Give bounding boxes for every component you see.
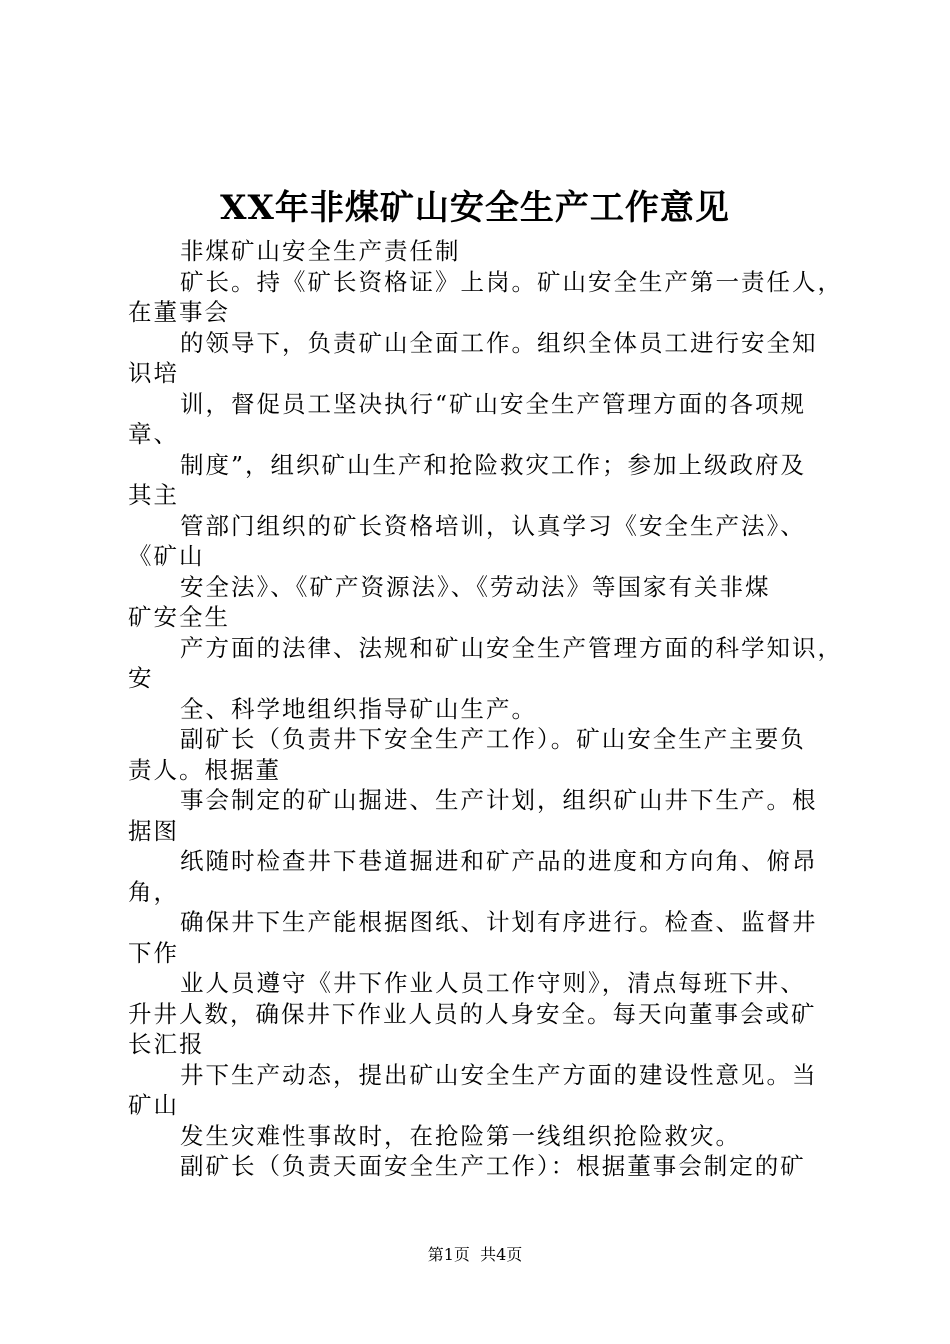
text-line: 其主 (128, 481, 179, 509)
text-line: 制度”，组织矿山生产和抢险救灾工作；参加上级政府及 (180, 450, 807, 479)
document-title: XX年非煤矿山安全生产工作意见 (220, 188, 730, 228)
page-number-label: 第1页 共4页 (427, 1245, 523, 1264)
text-line: 角， (128, 877, 179, 906)
text-line: 产方面的法律、法规和矿山安全生产管理方面的科学知识， (180, 633, 843, 662)
text-line: 在董事会 (128, 298, 230, 326)
text-line: 副矿长（负责井下安全生产工作）。矿山安全生产主要负 (180, 725, 806, 753)
text-line: 下作 (128, 938, 179, 967)
text-line: 矿山 (128, 1091, 179, 1119)
text-line: 非煤矿山安全生产责任制 (180, 237, 461, 265)
text-line: 矿长。持《矿长资格证》上岗。矿山安全生产第一责任人， (180, 267, 843, 296)
text-line: 章、 (128, 420, 179, 448)
text-line: 业人员遵守《井下作业人员工作守则》，清点每班下井、 (180, 969, 806, 997)
text-line: 训，督促员工坚决执行“矿山安全生产管理方面的各项规 (180, 389, 807, 418)
text-line: 副矿长（负责天面安全生产工作）：根据董事会制定的矿 (180, 1152, 806, 1180)
text-line: 安 (128, 664, 154, 692)
text-line: 责人。根据董 (128, 755, 281, 784)
text-line: 《矿山 (128, 542, 205, 570)
text-line: 纸随时检查井下巷道掘进和矿产品的进度和方向角、俯昂 (180, 847, 818, 875)
text-line: 全、科学地组织指导矿山生产。 (180, 694, 537, 723)
text-line: 识培 (128, 359, 179, 387)
text-line: 安全法》、《矿产资源法》、《劳动法》等国家有关非煤 (180, 572, 771, 601)
text-line: 事会制定的矿山掘进、生产计划，组织矿山井下生产。根 (180, 786, 818, 814)
page-footer (0, 1243, 950, 1267)
text-line: 升井人数，确保井下作业人员的人身安全。每天向董事会或矿 (128, 999, 817, 1028)
text-line: 确保井下生产能根据图纸、计划有序进行。检查、监督井 (180, 908, 818, 936)
text-line: 井下生产动态，提出矿山安全生产方面的建设性意见。当 (180, 1060, 818, 1089)
text-line: 矿安全生 (128, 603, 230, 631)
document-body (128, 236, 843, 1182)
text-line: 的领导下，负责矿山全面工作。组织全体员工进行安全知 (180, 328, 818, 357)
text-line: 管部门组织的矿长资格培训，认真学习《安全生产法》、 (180, 511, 806, 540)
text-line: 长汇报 (128, 1030, 205, 1058)
text-line: 据图 (128, 816, 179, 845)
text-line: 发生灾难性事故时，在抢险第一线组织抢险救灾。 (180, 1121, 741, 1150)
